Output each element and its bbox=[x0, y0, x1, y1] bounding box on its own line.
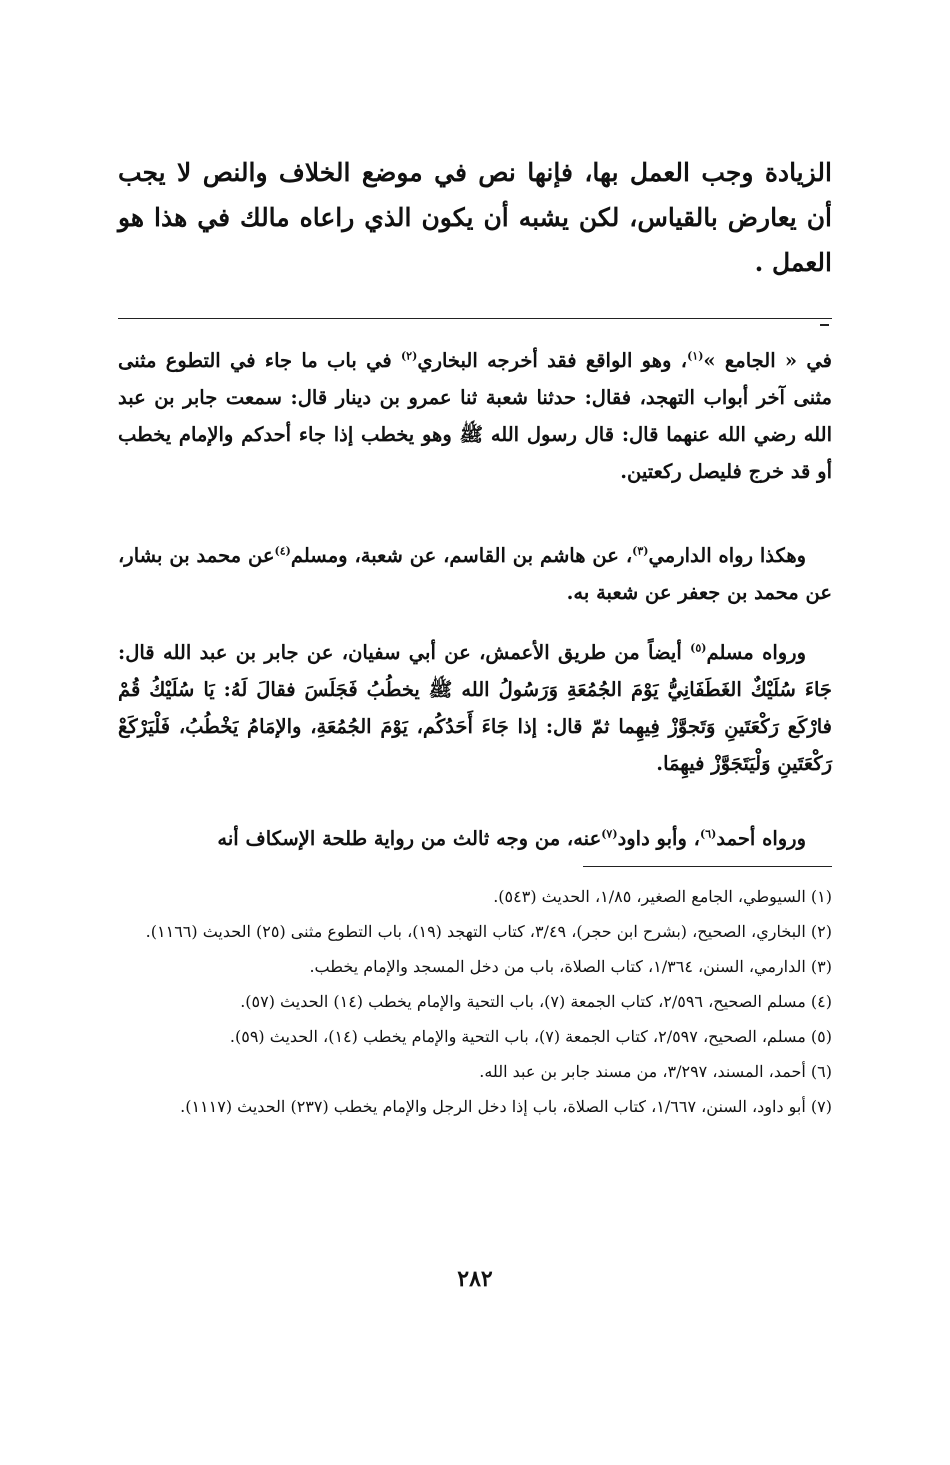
paragraph-bukhari bbox=[118, 342, 832, 490]
section-divider bbox=[118, 318, 832, 319]
paragraph-text: عنه، من وجه ثالث من رواية طلحة الإسكاف أنه bbox=[217, 827, 602, 850]
footnote-ref-7: (٧) bbox=[601, 827, 618, 841]
footnote-ref-4: (٤) bbox=[274, 544, 291, 558]
footnote-ref-3: (٣) bbox=[632, 544, 649, 558]
paragraph-text: وهكذا رواه الدارمي bbox=[648, 544, 807, 567]
footnote-3: (٣) الدارمي، السنن، ١/٣٦٤، كتاب الصلاة، باب من دخل المسجد والإمام يخطب. bbox=[309, 957, 832, 976]
paragraph-text: في « الجامع » bbox=[703, 349, 832, 372]
footnote-7: (٧) أبو داود، السنن، ١/٦٦٧، كتاب الصلاة، باب إذا دخل الرجل والإمام يخطب (٢٣٧) الحديث (١١١٧). bbox=[180, 1097, 832, 1116]
footnote-2: (٢) البخاري، الصحيح، (بشرح ابن حجر)، ٣/٤٩، كتاب التهجد (١٩)، باب التطوع مثنى (٢٥) الحديث (١١٦٦). bbox=[145, 922, 832, 941]
footnote-5: (٥) مسلم، الصحيح، ٢/٥٩٧، كتاب الجمعة (٧)، باب التحية والإمام يخطب (١٤)، الحديث (٥٩). bbox=[229, 1027, 832, 1046]
paragraph-text: ورواه أحمد bbox=[716, 827, 806, 850]
paragraph-muslim bbox=[118, 634, 832, 782]
footnote-ref-1: (١) bbox=[687, 349, 704, 363]
paragraph-darimi bbox=[118, 537, 832, 611]
footnote-4: (٤) مسلم الصحيح، ٢/٥٩٦، كتاب الجمعة (٧)، باب التحية والإمام يخطب (١٤) الحديث (٥٧). bbox=[240, 992, 832, 1011]
paragraph-text: ورواه مسلم bbox=[706, 641, 806, 664]
footnote-ref-6: (٦) bbox=[699, 827, 717, 841]
continuation-paragraph: الزيادة وجب العمل بها، فإنها نص في موضع الخلاف والنص لا يجب أن يعارض بالقياس، لكن يشبه أن يكون الذي راعاه مالك في هذا هو العمل . bbox=[118, 158, 832, 277]
footnotes bbox=[118, 882, 832, 1127]
paragraph-text: ، عن هاشم بن القاسم، عن شعبة، ومسلم bbox=[290, 544, 633, 567]
paragraph-text: في باب ما جاء في التطوع مثنى مثنى آخر أبواب التهجد، فقال: حدثنا شعبة ثنا عمرو بن دينار قال: سمعت جابر بن عبد الله رضي الله عنهما قال: قال رسول الله ﷺ وهو يخطب إذا جاء أحدكم والإمام يخطب أو قد خرج فليصل ركعتين. bbox=[118, 349, 832, 483]
footnote-6: (٦) أحمد، المسند، ٣/٢٩٧، من مسند جابر بن عبد الله. bbox=[479, 1062, 832, 1081]
footnote-1: (١) السيوطي، الجامع الصغير، ١/٨٥، الحديث (٥٤٣). bbox=[493, 887, 832, 906]
paragraph-text: ، وهو الواقع فقد أخرجه البخاري bbox=[417, 349, 688, 372]
footnote-separator bbox=[583, 866, 832, 867]
paragraph-text: ، وأبو داود bbox=[617, 827, 700, 850]
paragraph-text: أيضاً من طريق الأعمش، عن أبي سفيان، عن جابر بن عبد الله قال: جَاءَ سُلَيْكٌ الغَطَفَانِيُّ يَوْمَ الجُمُعَةِ وَرَسُولُ الله ﷺ يخطُبُ فَجَلَسَ فقالَ لَهُ: يَا سُلَيْكُ قُمْ فارْكَع رَكْعَتَينِ وَتَجوَّزْ فِيهِما ثمّ قال: إذا جَاءَ أَحَدُكُم، يَوْمَ الجُمُعَةِ، والإمَامُ يَخْطُبُ، فَلْيَرْكَعْ رَكْعَتَينِ وَلْيَتَجَوَّزْ فيهِمَا. bbox=[118, 641, 832, 775]
paragraph-text: عن محمد بن بشار، عن محمد بن جعفر عن شعبة به. bbox=[118, 544, 832, 604]
footnote-ref-5: (٥) bbox=[690, 641, 707, 655]
page-number: ٢٨٢ bbox=[457, 1266, 493, 1292]
divider-mark bbox=[820, 324, 829, 326]
footnote-ref-2: (٢) bbox=[400, 349, 418, 363]
paragraph-ahmad bbox=[118, 820, 832, 857]
